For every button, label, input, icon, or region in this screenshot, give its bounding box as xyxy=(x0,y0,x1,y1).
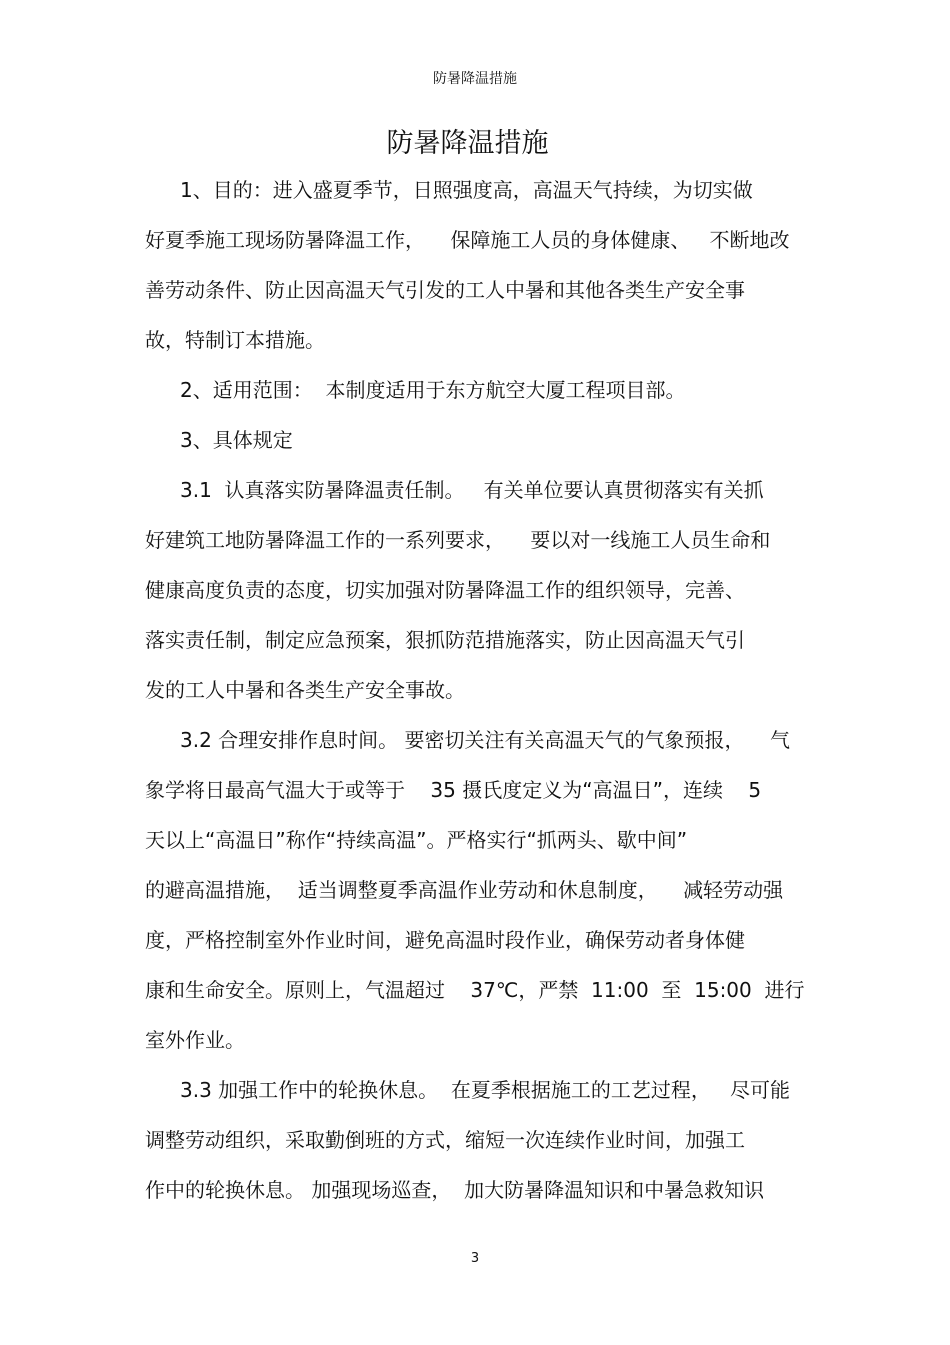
paragraph-line: 3、具体规定 xyxy=(180,428,293,452)
paragraph-line: 健康高度负责的态度，切实加强对防暑降温工作的组织领导，完善、 xyxy=(145,578,745,602)
paragraph-line: 3.2 合理安排作息时间。 要密切关注有关高温天气的气象预报， 气 xyxy=(180,728,790,752)
paragraph-line: 天以上“高温日”称作“持续高温”。严格实行“抓两头、歇中间” xyxy=(145,828,688,852)
paragraph-line: 3.1 认真落实防暑降温责任制。 有关单位要认真贯彻落实有关抓 xyxy=(180,478,764,502)
paragraph-line: 好夏季施工现场防暑降温工作， 保障施工人员的身体健康、 不断地改 xyxy=(145,228,790,252)
paragraph-line: 1、目的：进入盛夏季节，日照强度高，高温天气持续，为切实做 xyxy=(180,178,753,202)
paragraph-line: 室外作业。 xyxy=(145,1028,245,1052)
paragraph-line: 发的工人中暑和各类生产安全事故。 xyxy=(145,678,465,702)
paragraph-line: 作中的轮换休息。 加强现场巡查， 加大防暑降温知识和中暑急救知识 xyxy=(145,1178,765,1202)
paragraph-line: 2、适用范围： 本制度适用于东方航空大厦工程项目部。 xyxy=(180,378,686,402)
paragraph-line: 故，特制订本措施。 xyxy=(145,328,325,352)
paragraph-line: 象学将日最高气温大于或等于 35 摄氏度定义为“高温日”，连续 5 xyxy=(145,778,762,802)
paragraph-line: 好建筑工地防暑降温工作的一系列要求， 要以对一线施工人员生命和 xyxy=(145,528,771,552)
paragraph-line: 度，严格控制室外作业时间，避免高温时段作业，确保劳动者身体健 xyxy=(145,928,745,952)
page-number: 3 xyxy=(470,1251,480,1266)
paragraph-line: 调整劳动组织，采取勤倒班的方式，缩短一次连续作业时间，加强工 xyxy=(145,1128,745,1152)
paragraph-line: 落实责任制，制定应急预案，狠抓防范措施落实，防止因高温天气引 xyxy=(145,628,745,652)
paragraph-line: 3.3 加强工作中的轮换休息。 在夏季根据施工的工艺过程， 尽可能 xyxy=(180,1078,790,1102)
running-header: 防暑降温措施 xyxy=(433,71,517,87)
paragraph-line: 的避高温措施， 适当调整夏季高温作业劳动和休息制度， 减轻劳动强 xyxy=(145,878,784,902)
paragraph-line: 善劳动条件、防止因高温天气引发的工人中暑和其他各类生产安全事 xyxy=(145,278,745,302)
paragraph-line: 康和生命安全。原则上，气温超过 37℃，严禁 11:00 至 15:00 进行 xyxy=(145,978,805,1002)
document-title: 防暑降温措施 xyxy=(386,128,549,159)
